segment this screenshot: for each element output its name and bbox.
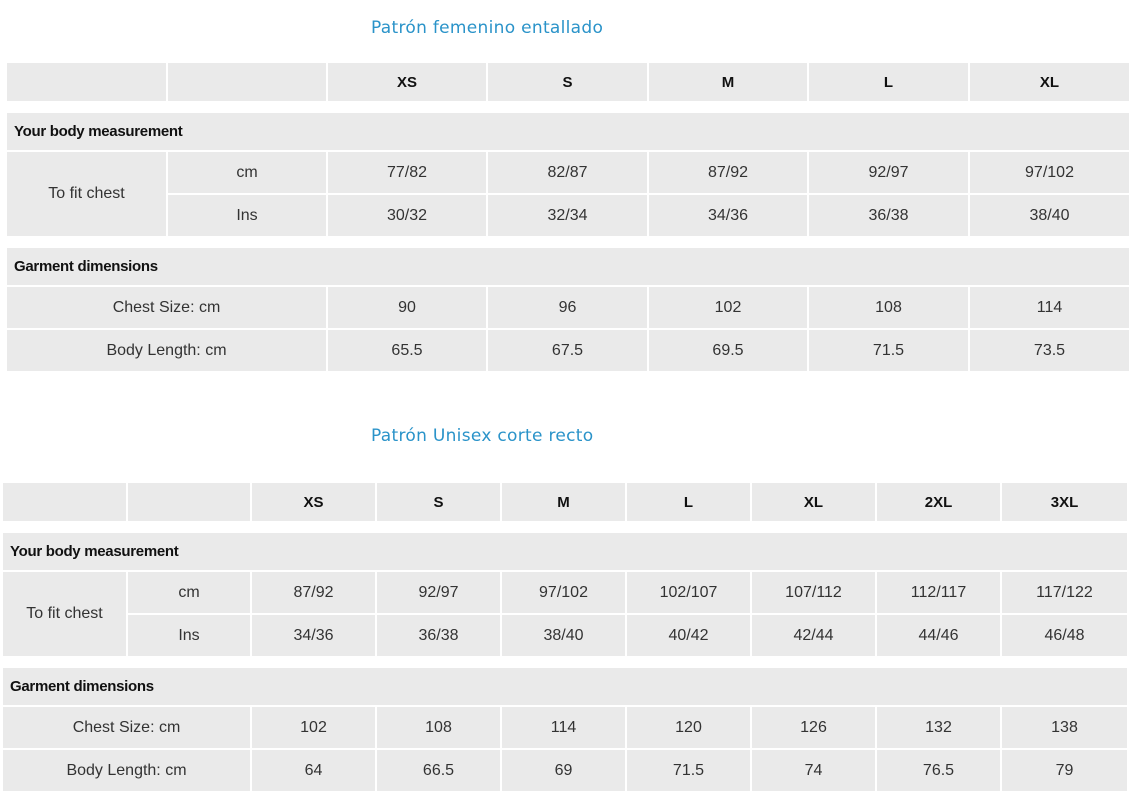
table-cell: 71.5 <box>626 749 751 792</box>
table-cell: 87/92 <box>648 151 808 194</box>
unit-label: Ins <box>167 194 327 237</box>
row-label: Body Length: cm <box>2 749 251 792</box>
size-header: M <box>648 62 808 102</box>
section-row <box>2 532 1128 571</box>
table-row <box>6 286 1130 329</box>
table-cell: 40/42 <box>626 614 751 657</box>
size-table-fitted <box>5 61 1131 373</box>
size-header: XS <box>251 482 376 522</box>
table-cell: 34/36 <box>648 194 808 237</box>
size-header-row <box>2 482 1128 522</box>
table-row <box>6 151 1130 194</box>
table-cell: 64 <box>251 749 376 792</box>
row-label: Body Length: cm <box>6 329 327 372</box>
table-cell: 102 <box>648 286 808 329</box>
table-cell: 69 <box>501 749 626 792</box>
table-cell: 38/40 <box>969 194 1130 237</box>
size-header: S <box>487 62 648 102</box>
table-cell: 102/107 <box>626 571 751 614</box>
table-cell: 108 <box>376 706 501 749</box>
size-header: 3XL <box>1001 482 1128 522</box>
table-cell: 97/102 <box>501 571 626 614</box>
table-cell: 92/97 <box>376 571 501 614</box>
empty-cell <box>127 482 251 522</box>
table-cell: 67.5 <box>487 329 648 372</box>
row-label: Chest Size: cm <box>6 286 327 329</box>
table-cell: 30/32 <box>327 194 487 237</box>
fit-chest-label: To fit chest <box>6 151 167 237</box>
table-cell: 77/82 <box>327 151 487 194</box>
size-header: XS <box>327 62 487 102</box>
table-2-title: Patrón Unisex corte recto <box>371 426 594 446</box>
table-cell: 92/97 <box>808 151 969 194</box>
table-cell: 36/38 <box>376 614 501 657</box>
size-table-unisex <box>1 481 1129 793</box>
table-cell: 79 <box>1001 749 1128 792</box>
table-cell: 82/87 <box>487 151 648 194</box>
table-cell: 36/38 <box>808 194 969 237</box>
row-label: Chest Size: cm <box>2 706 251 749</box>
table-row <box>2 614 1128 657</box>
empty-cell <box>167 62 327 102</box>
size-header: S <box>376 482 501 522</box>
size-header: XL <box>969 62 1130 102</box>
table-cell: 114 <box>501 706 626 749</box>
table-cell: 107/112 <box>751 571 876 614</box>
unit-label: Ins <box>127 614 251 657</box>
table-cell: 69.5 <box>648 329 808 372</box>
size-header: M <box>501 482 626 522</box>
table-cell: 114 <box>969 286 1130 329</box>
size-header-row <box>6 62 1130 102</box>
table-row <box>6 329 1130 372</box>
size-header: XL <box>751 482 876 522</box>
table-cell: 73.5 <box>969 329 1130 372</box>
table-cell: 112/117 <box>876 571 1001 614</box>
fit-chest-label: To fit chest <box>2 571 127 657</box>
table-cell: 117/122 <box>1001 571 1128 614</box>
unit-label: cm <box>127 571 251 614</box>
table-cell: 138 <box>1001 706 1128 749</box>
table-cell: 46/48 <box>1001 614 1128 657</box>
section-row <box>6 112 1130 151</box>
section-garment-dimensions: Garment dimensions <box>6 247 1130 286</box>
table-cell: 76.5 <box>876 749 1001 792</box>
table-cell: 87/92 <box>251 571 376 614</box>
size-header: L <box>808 62 969 102</box>
section-garment-dimensions: Garment dimensions <box>2 667 1128 706</box>
table-cell: 71.5 <box>808 329 969 372</box>
table-cell: 102 <box>251 706 376 749</box>
section-row <box>6 247 1130 286</box>
table-cell: 97/102 <box>969 151 1130 194</box>
table-cell: 65.5 <box>327 329 487 372</box>
table-row <box>2 571 1128 614</box>
section-body-measurement: Your body measurement <box>2 532 1128 571</box>
empty-cell <box>6 62 167 102</box>
table-cell: 44/46 <box>876 614 1001 657</box>
table-cell: 32/34 <box>487 194 648 237</box>
table-cell: 108 <box>808 286 969 329</box>
table-row <box>2 749 1128 792</box>
unit-label: cm <box>167 151 327 194</box>
size-header: 2XL <box>876 482 1001 522</box>
table-1-title: Patrón femenino entallado <box>371 18 604 38</box>
table-cell: 96 <box>487 286 648 329</box>
section-row <box>2 667 1128 706</box>
table-cell: 132 <box>876 706 1001 749</box>
section-body-measurement: Your body measurement <box>6 112 1130 151</box>
table-cell: 90 <box>327 286 487 329</box>
size-header: L <box>626 482 751 522</box>
table-cell: 126 <box>751 706 876 749</box>
table-row <box>2 706 1128 749</box>
table-cell: 74 <box>751 749 876 792</box>
table-cell: 42/44 <box>751 614 876 657</box>
table-row <box>6 194 1130 237</box>
table-cell: 34/36 <box>251 614 376 657</box>
table-cell: 66.5 <box>376 749 501 792</box>
table-cell: 38/40 <box>501 614 626 657</box>
table-cell: 120 <box>626 706 751 749</box>
empty-cell <box>2 482 127 522</box>
